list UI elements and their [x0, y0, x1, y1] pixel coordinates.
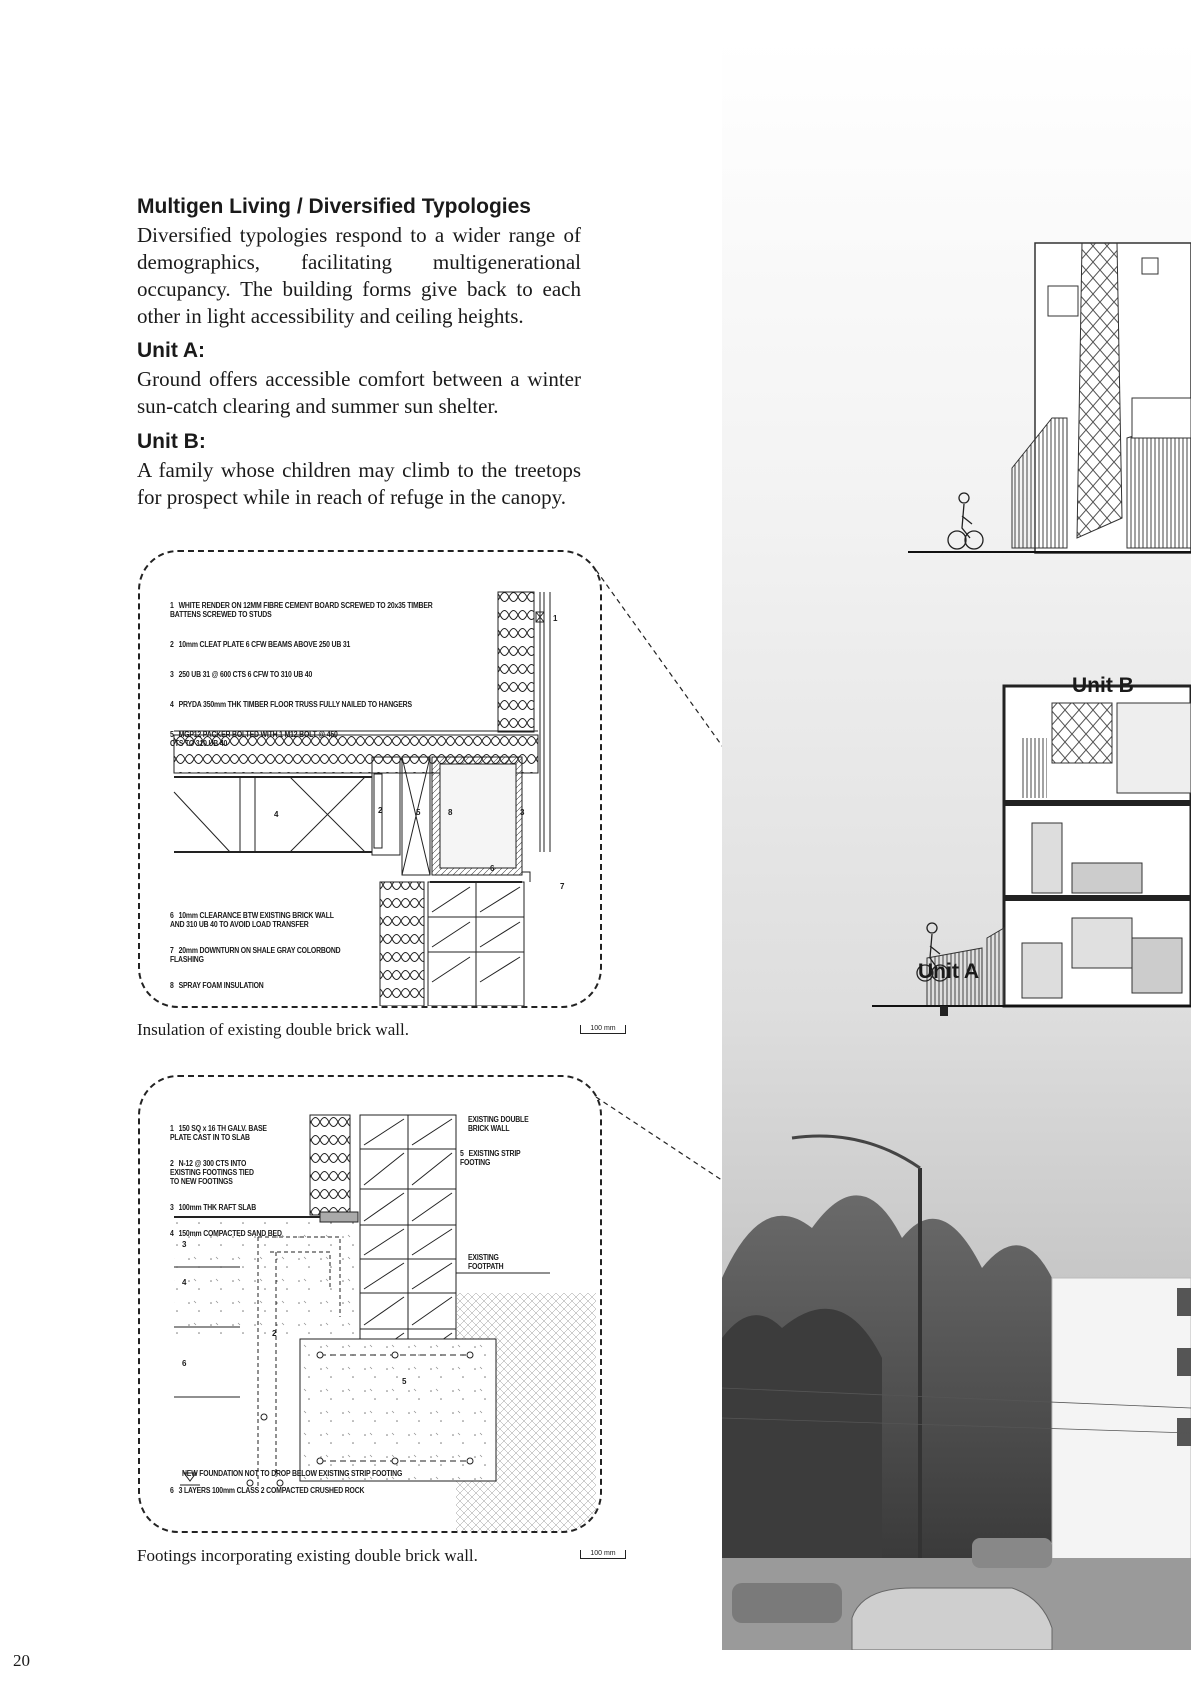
detail1-caption: Insulation of existing double brick wall. — [137, 1020, 409, 1039]
detail2-note-1: 1 150 SQ x 16 TH GALV. BASE PLATE CAST IN TO SLAB — [170, 1124, 267, 1142]
detail2-caption: Footings incorporating existing double brick wall. — [137, 1546, 478, 1565]
unit-a-heading: Unit A: — [137, 339, 206, 362]
unit-a-paragraph: Ground offers accessible comfort between a winter sun-catch clearing and summer sun shelter. — [137, 367, 581, 418]
detail1-tag-2: 2 — [378, 806, 383, 815]
detail1-note-7: 7 20mm DOWNTURN ON SHALE GRAY COLORBOND FLASHING — [170, 946, 341, 964]
detail1-tag-1: 1 — [553, 614, 558, 623]
detail1-tag-3: 3 — [520, 808, 525, 817]
detail2-note-strip-footing: 5 EXISTING STRIP FOOTING — [460, 1149, 521, 1167]
section-collage — [722, 38, 1191, 1650]
intro-paragraph: Diversified typologies respond to a wider range of demographics, facilitating multigenerational occupancy. The building forms give back to each other in light accessibility and ceiling heights. — [137, 223, 581, 328]
detail1-note-8: 8 SPRAY FOAM INSULATION — [170, 981, 264, 990]
unit-b-heading: Unit B: — [137, 430, 206, 453]
section-title: Multigen Living / Diversified Typologies — [137, 195, 531, 218]
detail2-note-2: 2 N-12 @ 300 CTS INTO EXISTING FOOTINGS TIED TO NEW FOOTINGS — [170, 1159, 254, 1186]
detail1-note-6: 6 10mm CLEARANCE BTW EXISTING BRICK WALL AND 310 UB 40 TO AVOID LOAD TRANSFER — [170, 911, 334, 929]
detail1-note-1: 1 WHITE RENDER ON 12MM FIBRE CEMENT BOARD SCREWED TO 20x35 TIMBER BATTENS SCREWED TO STUDS — [170, 601, 433, 619]
detail2-tag-3: 3 — [182, 1240, 187, 1249]
detail1-tag-7: 7 — [560, 882, 565, 891]
cyclist-upper-icon — [948, 493, 983, 549]
detail1-scale-bar: 100 mm — [580, 1025, 626, 1034]
detail2-note-rock: 6 3 LAYERS 100mm CLASS 2 COMPACTED CRUSHED ROCK — [170, 1486, 365, 1495]
detail2-tag-4: 4 — [182, 1278, 187, 1287]
building-section-drawing — [722, 38, 1191, 1650]
unit-b-paragraph: A family whose children may climb to the treetops for prospect while in reach of refuge in the canopy. — [137, 458, 581, 509]
detail2-note-3: 3 100mm THK RAFT SLAB — [170, 1203, 256, 1212]
detail1-note-3: 3 250 UB 31 @ 600 CTS 6 CFW TO 310 UB 40 — [170, 670, 313, 679]
detail1-tag-8: 8 — [448, 808, 453, 817]
detail2-tag-5: 5 — [402, 1377, 407, 1386]
detail2-note-4: 4 150mm COMPACTED SAND BED — [170, 1229, 282, 1238]
detail1-tag-4: 4 — [274, 810, 279, 819]
detail2-note-existing-wall: EXISTING DOUBLE BRICK WALL — [468, 1115, 529, 1133]
detail2-tag-2: 2 — [272, 1329, 277, 1338]
street-car — [852, 1588, 1052, 1650]
detail2-note-footpath: EXISTING FOOTPATH — [468, 1253, 504, 1271]
detail2-scale-bar: 100 mm — [580, 1550, 626, 1559]
detail1-note-2: 2 10mm CLEAT PLATE 6 CFW BEAMS ABOVE 250 UB 31 — [170, 640, 351, 649]
detail1-note-4: 4 PRYDA 350mm THK TIMBER FLOOR TRUSS FULLY NAILED TO HANGERS — [170, 700, 412, 709]
unit-a-label: Unit A — [918, 960, 980, 983]
detail2-note-foundation: NEW FOUNDATION NOT TO DROP BELOW EXISTING STRIP FOOTING — [182, 1469, 403, 1478]
detail1-tag-5: 5 — [416, 808, 421, 817]
detail1-tag-6: 6 — [490, 864, 495, 873]
unit-b-label: Unit B — [1072, 674, 1134, 697]
page-number: 20 — [13, 1651, 30, 1670]
detail1-note-5: 5 MGP12 PACKER BOLTED WITH 1 M12 BOLT @ 450 CTS TO 310 UB 40 — [170, 730, 338, 748]
detail2-tag-6: 6 — [182, 1359, 187, 1368]
